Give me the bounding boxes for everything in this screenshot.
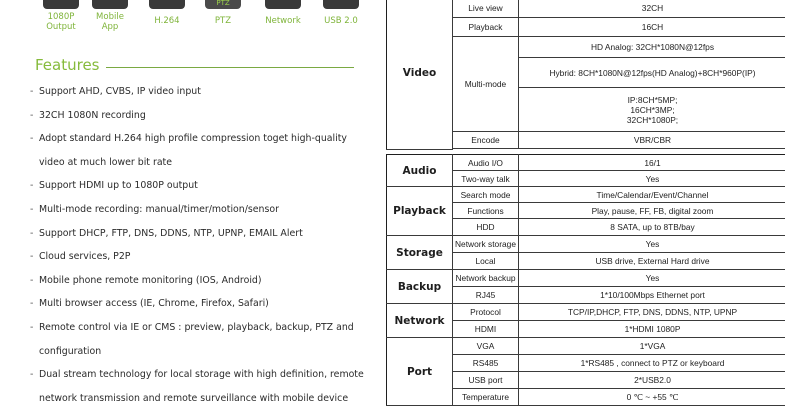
spec-value: 8 SATA, up to 8TB/bay	[519, 219, 785, 236]
feature-text: 32CH 1080N recording	[39, 109, 146, 121]
icon-cell-ptz	[198, 0, 248, 27]
feature-text: video at much lower bit rate	[39, 156, 173, 168]
spec-value: Play, pause, FF, FB, digital zoom	[519, 203, 785, 219]
spec-label: Local	[453, 253, 519, 270]
feature-text: Remote control via IE or CMS : preview, playback, backup, PTZ and	[39, 321, 354, 333]
spec-value-encode: VBR/CBR	[519, 132, 785, 149]
features-heading: Features	[35, 56, 100, 74]
icon-label-usb: USB 2.0	[324, 16, 358, 26]
spec-value: TCP/IP,DHCP, FTP, DNS, DDNS, NTP, UPNP	[519, 304, 785, 321]
spec-value-playback-ch: 16CH	[519, 18, 785, 37]
feature-item	[30, 80, 360, 104]
feature-icons-row	[26, 0, 356, 40]
bullet-dash-icon: -	[30, 133, 34, 145]
spec-value: 1*HDMI 1080P	[519, 321, 785, 338]
spec-value: Yes	[519, 236, 785, 253]
spec-value: Yes	[519, 270, 785, 287]
bullet-dash-icon: -	[30, 180, 34, 192]
spec-value: 1*VGA	[519, 338, 785, 355]
spec-label: Temperature	[453, 389, 519, 406]
feature-text: Multi browser access (IE, Chrome, Firefox, Safari)	[39, 298, 269, 310]
spec-label: Network backup	[453, 270, 519, 287]
spec-label: HDD	[453, 219, 519, 236]
feature-item	[30, 127, 360, 151]
bullet-dash-icon: -	[30, 109, 34, 121]
spec-value: Time/Calendar/Event/Channel	[519, 187, 785, 203]
feature-item	[30, 292, 360, 316]
feature-item	[30, 198, 360, 222]
category-playback: Playback	[387, 187, 453, 236]
category-storage: Storage	[387, 236, 453, 270]
spec-table-rest	[386, 154, 785, 406]
features-divider	[106, 67, 354, 68]
spec-label-playback-ch: Playback	[453, 18, 519, 37]
icon-label-network: Network	[265, 16, 301, 26]
category-audio: Audio	[387, 155, 453, 187]
feature-item	[30, 363, 364, 387]
bullet-dash-icon: -	[30, 369, 34, 381]
bullet-dash-icon: -	[30, 251, 34, 263]
feature-text: Cloud services, P2P	[39, 251, 131, 263]
icon-label-ptz: PTZ	[214, 16, 232, 26]
feature-item	[30, 245, 360, 269]
spec-value-live-view: 32CH	[519, 0, 785, 18]
spec-label: Audio I/O	[453, 155, 519, 171]
spec-label: Two-way talk	[453, 171, 519, 187]
spec-value: 0 ℃ ~ +55 ℃	[519, 389, 785, 406]
network-icon	[265, 0, 301, 9]
feature-text: Mobile phone remote monitoring (IOS, Android)	[39, 274, 262, 286]
spec-value: 2*USB2.0	[519, 372, 785, 389]
codec-icon	[149, 0, 185, 9]
spec-label-multimode: Multi-mode	[453, 37, 519, 132]
usb-icon	[323, 0, 359, 9]
spec-value-multimode-ip: IP:8CH*5MP; 16CH*3MP; 32CH*1080P;	[519, 88, 785, 132]
spec-label-encode: Encode	[453, 132, 519, 149]
feature-item	[30, 387, 360, 411]
feature-item	[30, 222, 360, 246]
bullet-dash-icon: -	[30, 298, 34, 310]
icon-cell-usb	[316, 0, 366, 27]
feature-item	[30, 269, 360, 293]
bullet-dash-icon: -	[30, 227, 34, 239]
feature-item	[30, 174, 360, 198]
bullet-dash-icon: -	[30, 86, 34, 97]
spec-value: 1*RS485 , connect to PTZ or keyboard	[519, 355, 785, 372]
icon-label-1080p: 1080P Output	[46, 12, 76, 32]
feature-text: Multi-mode recording: manual/timer/motion/sensor	[39, 203, 279, 215]
spec-label: Network storage	[453, 236, 519, 253]
icon-cell-mobile	[85, 0, 135, 32]
spec-label-live-view: Live view	[453, 0, 519, 18]
icon-cell-1080p	[36, 0, 86, 32]
icon-cell-network	[258, 0, 308, 27]
feature-text: Support DHCP, FTP, DNS, DDNS, NTP, UPNP, EMAIL Alert	[39, 227, 303, 239]
spec-label: Protocol	[453, 304, 519, 321]
spec-value: 1*10/100Mbps Ethernet port	[519, 287, 785, 304]
spec-value: Yes	[519, 171, 785, 187]
feature-text: Support AHD, CVBS, IP video input	[39, 86, 201, 97]
feature-text: Support HDMI up to 1080P output	[39, 180, 198, 192]
feature-text: configuration	[39, 345, 102, 357]
spec-label: Functions	[453, 203, 519, 219]
category-network: Network	[387, 304, 453, 338]
feature-item	[30, 151, 360, 175]
spec-label: RJ45	[453, 287, 519, 304]
icon-label-mobile: Mobile App	[96, 12, 124, 32]
icon-label-h264: H.264	[154, 16, 180, 26]
feature-text: Adopt standard H.264 high profile compression toget high-quality	[39, 133, 347, 145]
category-port: Port	[387, 338, 453, 406]
spec-label: USB port	[453, 372, 519, 389]
spec-value: 16/1	[519, 155, 785, 171]
spec-label: VGA	[453, 338, 519, 355]
category-backup: Backup	[387, 270, 453, 304]
spec-label: Search mode	[453, 187, 519, 203]
bullet-dash-icon: -	[30, 203, 34, 215]
bullet-dash-icon: -	[30, 321, 34, 333]
feature-item	[30, 340, 360, 364]
feature-text: Dual stream technology for local storage with high definition, remote	[39, 369, 364, 381]
spec-table	[386, 0, 785, 150]
ptz-glyph: PTZ	[216, 0, 230, 7]
feature-text: network transmission and remote surveillance with mobile device	[39, 392, 349, 404]
output-icon	[43, 0, 79, 9]
features-list	[30, 80, 364, 410]
mobile-icon	[92, 0, 128, 9]
spec-label: RS485	[453, 355, 519, 372]
spec-value-multimode-hd: HD Analog: 32CH*1080N@12fps	[519, 37, 785, 58]
ptz-icon	[205, 0, 241, 9]
feature-item	[30, 316, 360, 340]
spec-value: USB drive, External Hard drive	[519, 253, 785, 270]
spec-value-multimode-hybrid: Hybrid: 8CH*1080N@12fps(HD Analog)+8CH*960P(IP)	[519, 58, 785, 88]
icon-cell-h264	[142, 0, 192, 27]
spec-label: HDMI	[453, 321, 519, 338]
bullet-dash-icon: -	[30, 274, 34, 286]
category-video: Video	[387, 0, 453, 149]
feature-item	[30, 104, 360, 128]
